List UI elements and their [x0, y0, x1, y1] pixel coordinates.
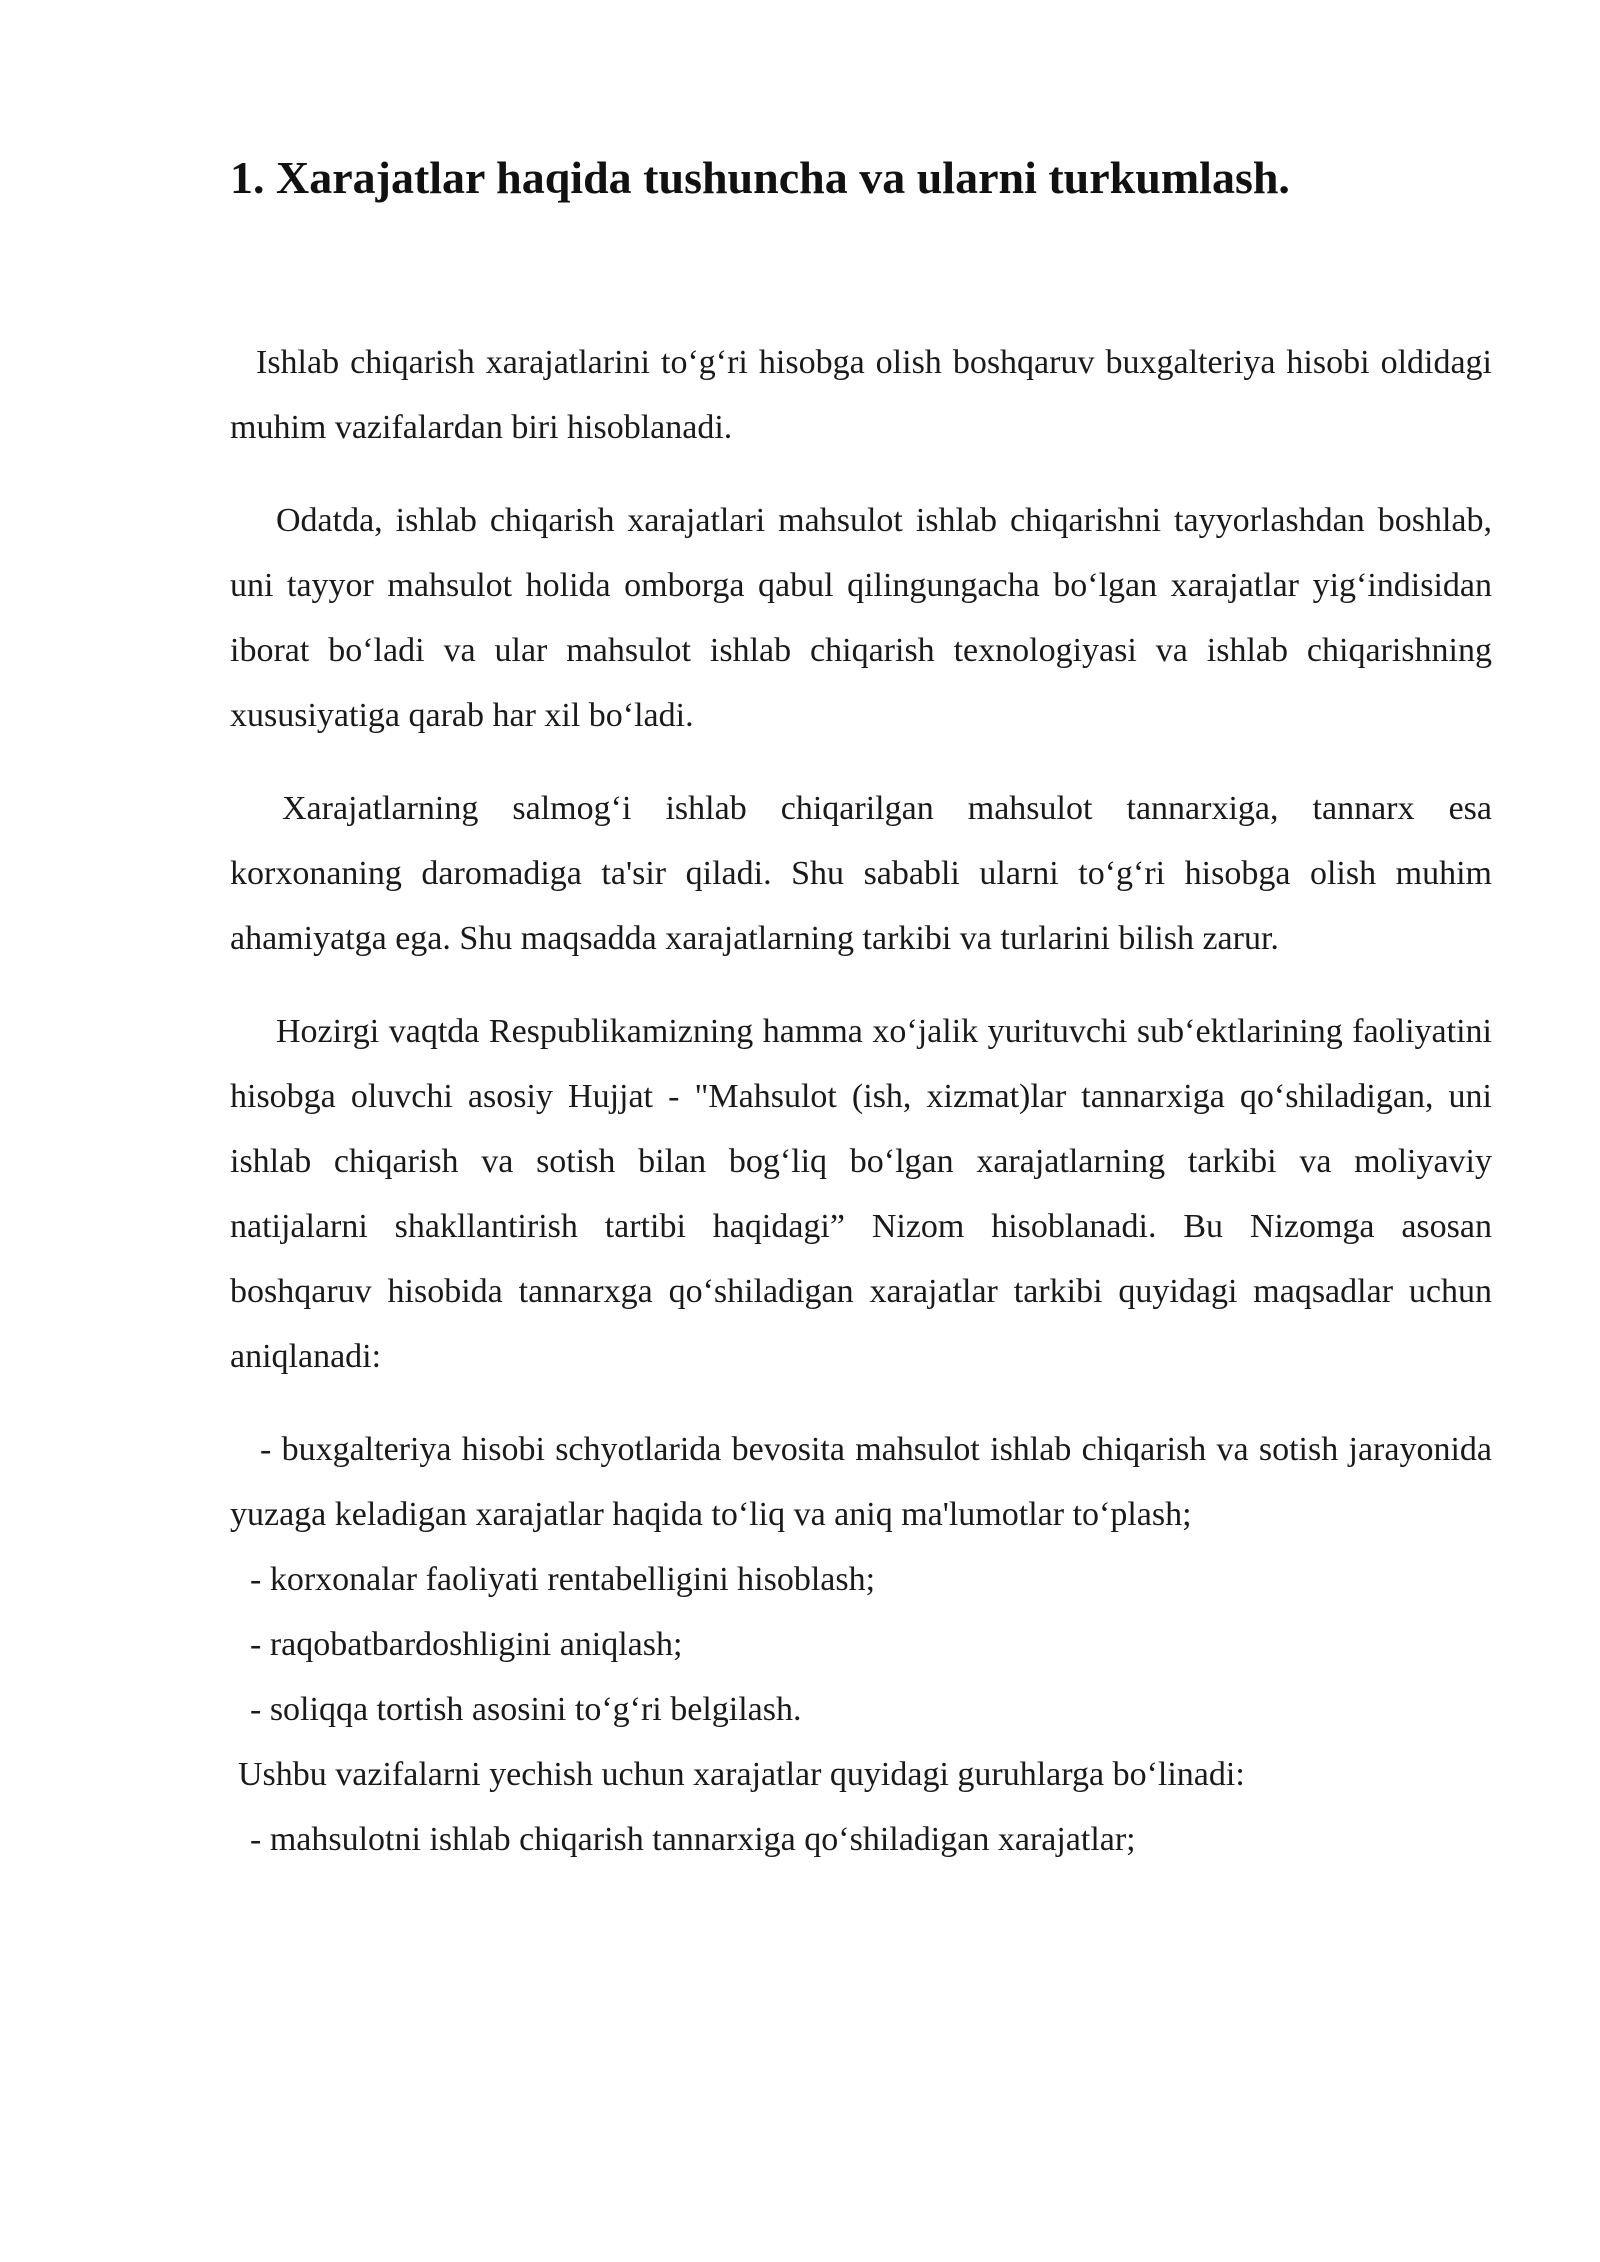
paragraph-5-list-item: - buxgalteriya hisobi schyotlarida bevosita mahsulot ishlab chiqarish va sotish jarayonida yuzaga keladigan xarajatlar haqida to‘liq va aniq ma'lumotlar to‘plash; — [230, 1431, 1492, 1533]
list-item-rentabellik: - korxonalar faoliyati rentabelligini hisoblash; — [250, 1561, 876, 1598]
paragraph-3: Xarajatlarning salmog‘i ishlab chiqarilgan mahsulot tannarxiga, tannarx esa korxonaning daromadiga ta'sir qiladi. Shu sababli ularni to‘g‘ri hisobga olish muhim ahamiyatga ega. Shu maqsadda xarajatlarning tarkibi va turlarini bilish zarur. — [230, 790, 1492, 957]
list-item-raqobat: - raqobatbardoshligini aniqlash; — [250, 1626, 683, 1663]
section-heading: 1. Xarajatlar haqida tushuncha va ularni turkumlash. — [230, 152, 1290, 203]
groups-intro-line: Ushbu vazifalarni yechish uchun xarajatlar quyidagi guruhlarga bo‘linadi: — [238, 1756, 1245, 1793]
paragraph-4: Hozirgi vaqtda Respublikamizning hamma xo‘jalik yurituvchi sub‘ektlarining faoliyatini hisobga oluvchi asosiy Hujjat - "Mahsulot (ish, xizmat)lar tannarxiga qo‘shiladigan, uni ishlab chiqarish va sotish bilan bog‘liq bo‘lgan xarajatlarning tarkibi va moliyaviy natijalarni shakllantirish tartibi haqidagi” Nizom hisoblanadi. Bu Nizomga asosan boshqaruv hisobida tannarxga qo‘shiladigan xarajatlar tarkibi quyidagi maqsadlar uchun aniqlanadi: — [230, 1013, 1492, 1375]
paragraph-1: Ishlab chiqarish xarajatlarini to‘g‘ri hisobga olish boshqaruv buxgalteriya hisobi oldidagi muhim vazifalardan biri hisoblanadi. — [230, 344, 1492, 446]
document-body — [230, 330, 1492, 1872]
list-item-soliq: - soliqqa tortish asosini to‘g‘ri belgilash. — [250, 1691, 802, 1728]
paragraph-2: Odatda, ishlab chiqarish xarajatlari mahsulot ishlab chiqarishni tayyorlashdan boshlab, uni tayyor mahsulot holida omborga qabul qilingungacha bo‘lgan xarajatlar yig‘indisidan iborat bo‘ladi va ular mahsulot ishlab chiqarish texnologiyasi va ishlab chiqarishning xususiyatiga qarab har xil bo‘ladi. — [230, 502, 1492, 734]
group-item-tannarx: - mahsulotni ishlab chiqarish tannarxiga qo‘shiladigan xarajatlar; — [250, 1821, 1136, 1858]
